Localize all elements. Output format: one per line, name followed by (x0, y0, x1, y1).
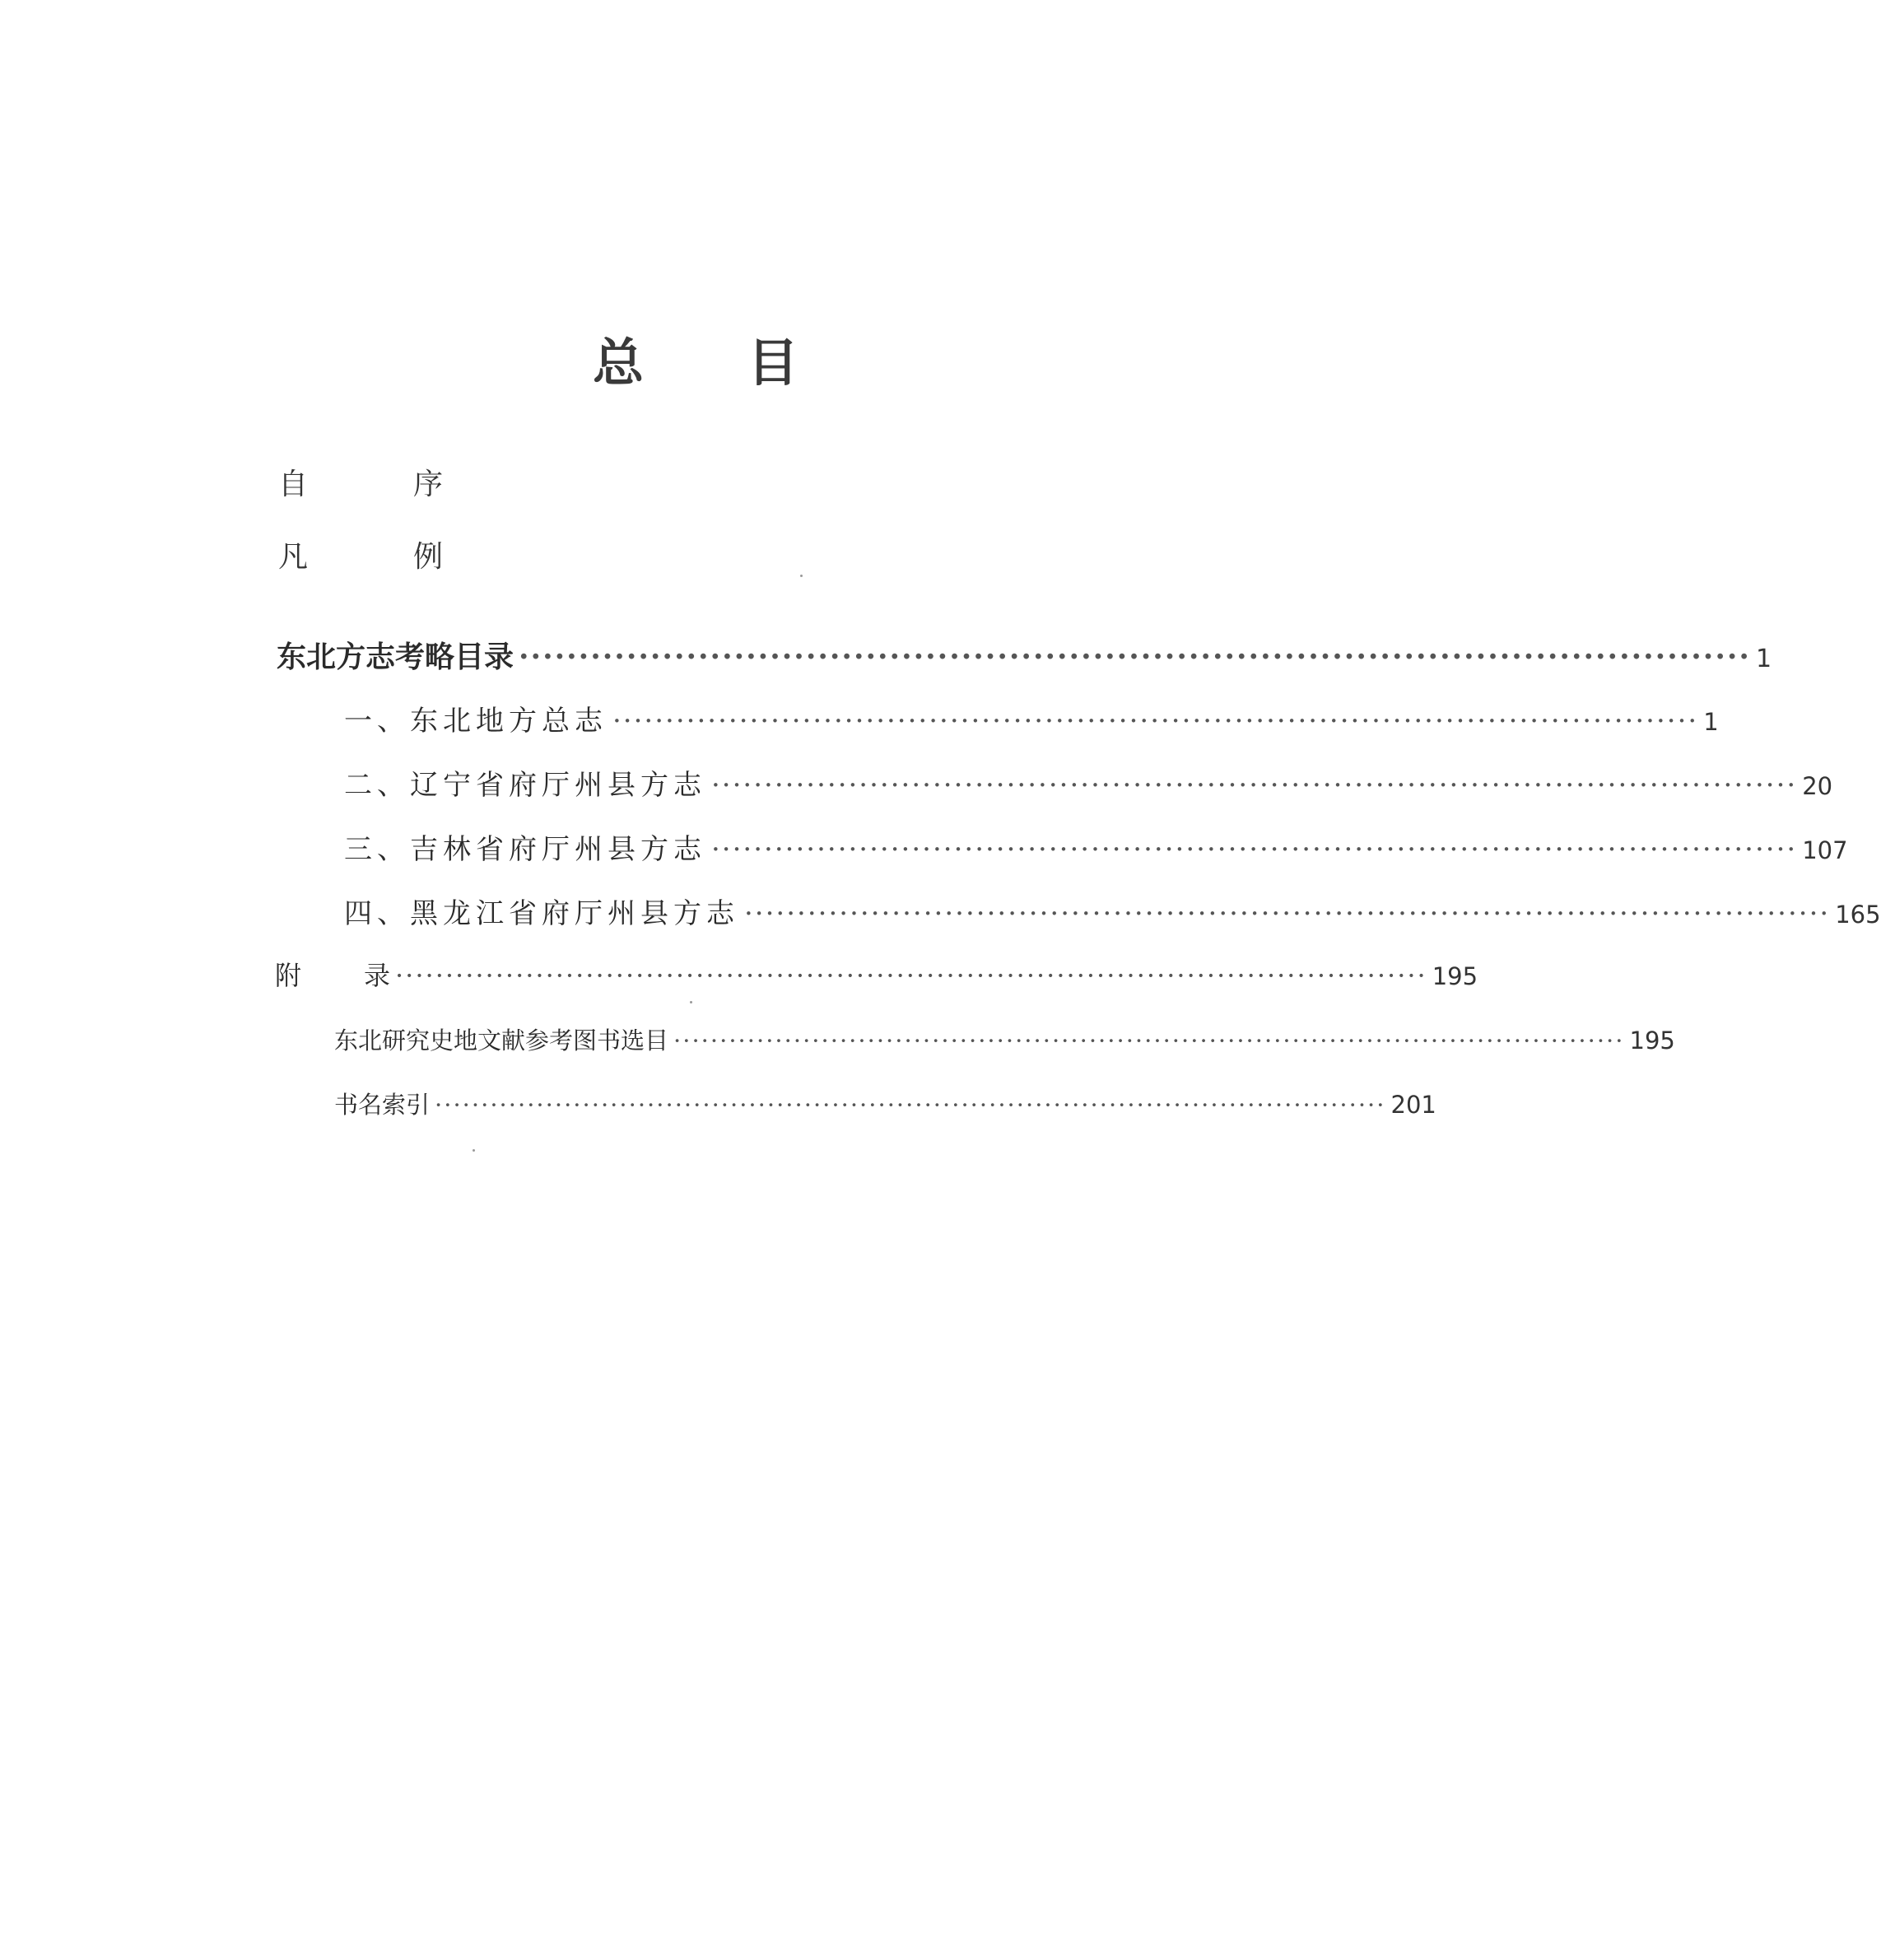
toc-entry-section[interactable] (344, 891, 1881, 931)
front-matter-char: 例 (412, 540, 443, 574)
toc-page-number: 195 (1432, 962, 1478, 990)
toc-entry-label: 书名索引 (334, 1091, 431, 1119)
toc-entry-label: 四、黑龙江省府厅州县方志 (344, 897, 739, 930)
toc-entry-label: 一、东北地方总志 (344, 705, 608, 738)
toc-entry-label: 二、辽宁省府厅州县方志 (344, 769, 706, 802)
toc-leader-dots: ······································································································· (435, 1091, 1386, 1119)
toc-entry-appendix-item[interactable] (334, 1087, 1436, 1120)
toc-entry-label: 东北研究史地文献参考图书选目 (334, 1027, 669, 1054)
toc-leader-dots: ······································································································· (612, 705, 1699, 738)
toc-entry-main[interactable] (277, 634, 1772, 676)
toc-entry-appendix-item[interactable] (334, 1022, 1675, 1056)
toc-entry-section[interactable] (344, 826, 1848, 867)
toc-page-number: 107 (1802, 836, 1848, 864)
toc-leader-dots: ······································································································· (711, 833, 1798, 866)
toc-page-number: 1 (1755, 645, 1772, 673)
toc-entry-label: 三、吉林省府厅州县方志 (344, 833, 706, 866)
toc-entry-label (275, 955, 390, 993)
toc-entry-appendix[interactable] (275, 955, 1478, 993)
front-matter-char: 自 (278, 468, 309, 501)
scan-speck (690, 1001, 692, 1003)
toc-page-number: 1 (1703, 708, 1719, 736)
appendix-char: 录 (363, 960, 390, 991)
toc-leader-dots: ······································································································· (673, 1027, 1625, 1054)
front-matter-conventions[interactable] (278, 533, 443, 575)
toc-leader-dots: ······································································································· (711, 769, 1798, 802)
toc-page-number: 201 (1390, 1091, 1436, 1119)
toc-page-number: 165 (1835, 901, 1881, 929)
scan-speck (800, 575, 803, 577)
toc-leader-dots: ······································································································· (395, 960, 1427, 991)
front-matter-char: 凡 (278, 540, 309, 574)
front-matter-char: 序 (412, 468, 443, 501)
page-title (593, 325, 798, 391)
title-char-2: 目 (747, 332, 798, 393)
toc-entry-section[interactable] (344, 762, 1833, 803)
appendix-char: 附 (275, 960, 302, 991)
title-char-1: 总 (593, 332, 645, 393)
toc-page-number: 20 (1802, 772, 1833, 800)
toc-page-number: 195 (1629, 1027, 1675, 1054)
toc-entry-section[interactable] (344, 698, 1719, 738)
toc-leader-dots: ······································································································· (519, 640, 1751, 674)
front-matter-preface[interactable] (278, 461, 443, 502)
toc-leader-dots: ······································································································· (744, 897, 1831, 930)
toc-entry-label: 东北方志考略目录 (277, 640, 514, 674)
scan-speck (473, 1149, 475, 1152)
